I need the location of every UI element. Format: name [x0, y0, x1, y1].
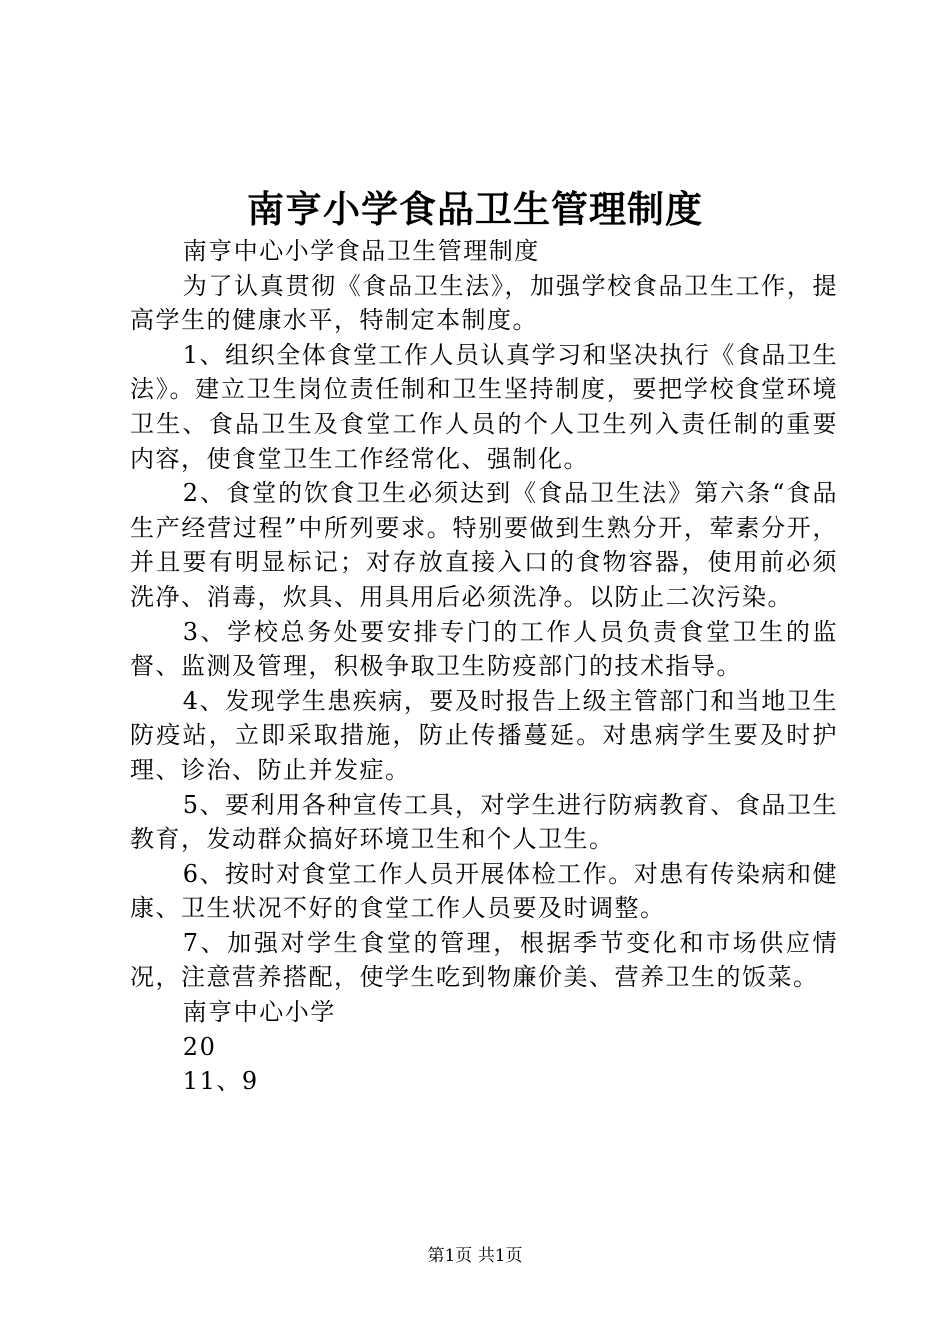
- signature-date-month: 11、9: [182, 1067, 259, 1096]
- page-footer: 第1页 共1页: [427, 1246, 523, 1266]
- document-subtitle: 南亨中心小学食品卫生管理制度: [182, 237, 540, 265]
- paragraph-item-4: 4、发现学生患疾病，要及时报告上级主管部门和当地卫生防疫站，立即采取措施，防止传播蔓延。对患病学生要及时护理、诊治、防止并发症。: [130, 686, 838, 784]
- signature-date-year: 20: [182, 1032, 217, 1061]
- paragraph-item-3: 3、学校总务处要安排专门的工作人员负责食堂卫生的监督、监测及管理，积极争取卫生防疫部门的技术指导。: [130, 617, 838, 681]
- document-title: 南亨小学食品卫生管理制度: [247, 187, 703, 231]
- paragraph-item-1: 1、组织全体食堂工作人员认真学习和坚决执行《食品卫生法》。建立卫生岗位责任制和卫生坚持制度，要把学校食堂环境卫生、食品卫生及食堂工作人员的个人卫生列入责任制的重要内容，使食堂卫生工作经常化、强制化。: [130, 340, 838, 473]
- document-body: [130, 234, 838, 1099]
- paragraph-item-7: 7、加强对学生食堂的管理，根据季节变化和市场供应情况，注意营养搭配，使学生吃到物廉价美、营养卫生的饭菜。: [130, 928, 838, 992]
- paragraph-item-2: 2、食堂的饮食卫生必须达到《食品卫生法》第六条“食品生产经营过程”中所列要求。特别要做到生熟分开，荤素分开，并且要有明显标记；对存放直接入口的食物容器，使用前必须洗净、消毒，炊具、用具用后必须洗净。以防止二次污染。: [130, 479, 838, 611]
- paragraph-item-5: 5、要利用各种宣传工具，对学生进行防病教育、食品卫生教育，发动群众搞好环境卫生和个人卫生。: [130, 790, 838, 854]
- paragraph-intro: 为了认真贯彻《食品卫生法》，加强学校食品卫生工作，提高学生的健康水平，特制定本制度。: [130, 271, 838, 335]
- paragraph-item-6: 6、按时对食堂工作人员开展体检工作。对患有传染病和健康、卫生状况不好的食堂工作人员要及时调整。: [130, 859, 838, 923]
- signature-organization: 南亨中心小学: [182, 998, 336, 1027]
